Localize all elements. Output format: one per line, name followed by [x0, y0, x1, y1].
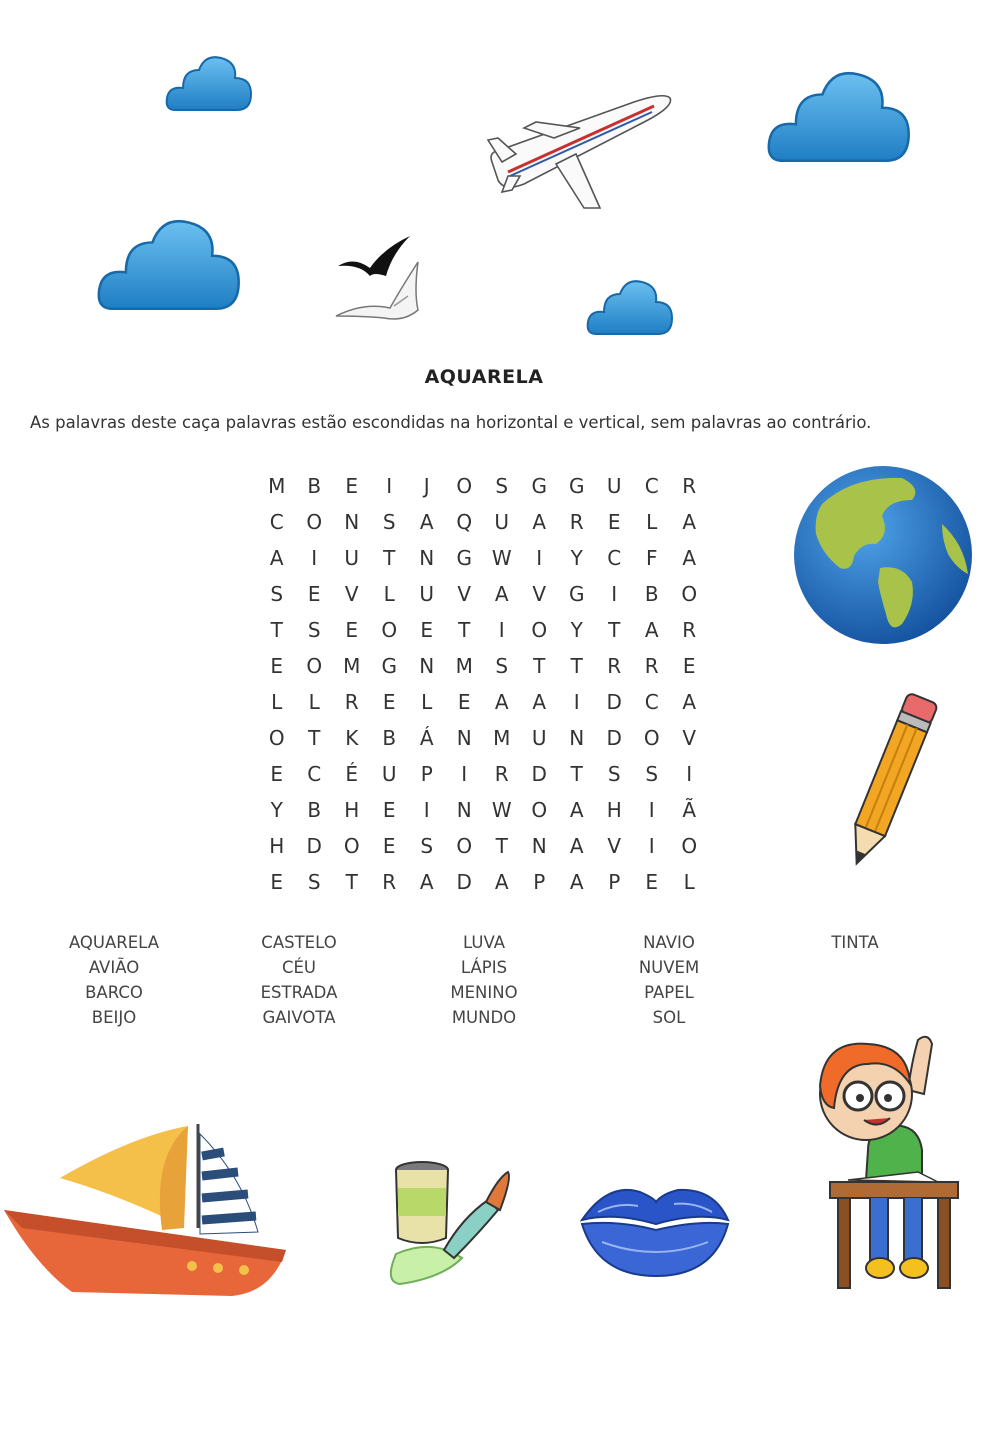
word-list-item: MUNDO — [451, 1008, 517, 1027]
grid-cell: E — [607, 510, 621, 534]
grid-cell: D — [456, 870, 472, 894]
grid-row — [258, 796, 708, 832]
grid-cell: N — [456, 726, 472, 750]
grid-cell: L — [271, 690, 283, 714]
grid-cell: S — [495, 474, 509, 498]
word-list-column — [409, 930, 559, 1030]
grid-cell: I — [573, 690, 580, 714]
grid-cell: U — [344, 546, 360, 570]
grid-cell: A — [682, 510, 697, 534]
grid-cell: M — [268, 474, 286, 498]
grid-row — [258, 760, 708, 796]
word-list-item: NAVIO — [643, 933, 695, 952]
grid-cell: I — [423, 798, 430, 822]
grid-cell: T — [383, 546, 396, 570]
grid-cell: E — [382, 690, 396, 714]
grid-cell: E — [270, 762, 284, 786]
grid-cell: T — [570, 654, 583, 678]
grid-cell: I — [536, 546, 543, 570]
grid-cell: A — [569, 870, 584, 894]
grid-cell: S — [607, 762, 621, 786]
grid-cell: G — [381, 654, 397, 678]
grid-cell: S — [382, 510, 396, 534]
grid-cell: A — [532, 510, 547, 534]
grid-cell: A — [494, 582, 509, 606]
grid-cell: T — [608, 618, 621, 642]
grid-row — [258, 472, 708, 508]
grid-cell: E — [382, 798, 396, 822]
grid-cell: E — [270, 870, 284, 894]
grid-cell: R — [682, 474, 697, 498]
grid-cell: E — [682, 654, 696, 678]
grid-cell: E — [345, 618, 359, 642]
grid-cell: G — [569, 474, 585, 498]
grid-row — [258, 544, 708, 580]
grid-cell: T — [308, 726, 321, 750]
grid-cell: S — [270, 582, 284, 606]
grid-cell: T — [495, 834, 508, 858]
grid-cell: G — [456, 546, 472, 570]
instructions-text: As palavras deste caça palavras estão escondidas na horizontal e vertical, sem palavras ao contrário. — [30, 413, 872, 432]
grid-cell: W — [491, 798, 512, 822]
grid-cell: R — [644, 654, 659, 678]
grid-cell: T — [570, 762, 583, 786]
grid-cell: Q — [456, 510, 473, 534]
grid-cell: A — [532, 690, 547, 714]
grid-cell: A — [269, 546, 284, 570]
cloud-icon — [766, 64, 912, 168]
grid-cell: G — [569, 582, 585, 606]
word-list-column — [39, 930, 189, 1030]
grid-cell: V — [607, 834, 622, 858]
word-list-item: TINTA — [831, 933, 879, 952]
grid-cell: O — [381, 618, 398, 642]
grid-cell: I — [648, 834, 655, 858]
grid-cell: D — [606, 690, 622, 714]
grid-cell: A — [569, 798, 584, 822]
word-list-item: NUVEM — [638, 958, 700, 977]
grid-cell: S — [420, 834, 434, 858]
grid-row — [258, 652, 708, 688]
grid-cell: A — [419, 870, 434, 894]
grid-cell: A — [644, 618, 659, 642]
grid-cell: E — [645, 870, 659, 894]
cloud-icon — [96, 212, 242, 316]
word-list-item: AQUARELA — [68, 933, 160, 952]
grid-cell: S — [307, 618, 321, 642]
word-list-item: PAPEL — [644, 983, 694, 1002]
grid-cell: O — [643, 726, 660, 750]
grid-cell: B — [382, 726, 397, 750]
grid-cell: F — [645, 546, 658, 570]
grid-cell: M — [493, 726, 511, 750]
word-list-item: CÉU — [281, 958, 317, 977]
grid-cell: Ã — [682, 798, 697, 822]
grid-cell: G — [531, 474, 547, 498]
grid-cell: I — [648, 798, 655, 822]
grid-cell: O — [681, 834, 698, 858]
grid-cell: H — [344, 798, 360, 822]
grid-cell: Y — [270, 798, 283, 822]
grid-cell: B — [307, 798, 322, 822]
grid-cell: D — [531, 762, 547, 786]
grid-cell: U — [494, 510, 510, 534]
grid-cell: E — [270, 654, 284, 678]
grid-cell: O — [531, 798, 548, 822]
grid-cell: T — [533, 654, 546, 678]
word-list-item: GAIVOTA — [262, 1008, 336, 1027]
grid-cell: I — [686, 762, 693, 786]
grid-cell: N — [419, 546, 435, 570]
grid-cell: V — [457, 582, 472, 606]
grid-cell: M — [343, 654, 361, 678]
grid-cell: A — [494, 870, 509, 894]
grid-cell: S — [645, 762, 659, 786]
grid-row — [258, 508, 708, 544]
grid-cell: V — [532, 582, 547, 606]
cloud-icon — [165, 52, 253, 114]
grid-cell: U — [419, 582, 435, 606]
grid-cell: É — [345, 762, 359, 786]
cloud-icon — [586, 276, 674, 338]
grid-cell: U — [606, 474, 622, 498]
grid-cell: P — [420, 762, 433, 786]
grid-cell: R — [607, 654, 622, 678]
grid-cell: D — [606, 726, 622, 750]
grid-cell: D — [306, 834, 322, 858]
grid-row — [258, 580, 708, 616]
grid-cell: E — [457, 690, 471, 714]
grid-cell: R — [569, 510, 584, 534]
grid-row — [258, 724, 708, 760]
word-list-item: BEIJO — [91, 1008, 137, 1027]
earth-globe-icon — [792, 464, 974, 646]
grid-cell: Y — [570, 618, 583, 642]
grid-cell: N — [531, 834, 547, 858]
grid-cell: Á — [419, 726, 434, 750]
grid-row — [258, 832, 708, 868]
word-list-column — [594, 930, 744, 1030]
word-list-item: ESTRADA — [260, 983, 338, 1002]
grid-cell: T — [458, 618, 471, 642]
word-list-column — [780, 930, 930, 955]
word-list-column — [224, 930, 374, 1030]
grid-cell: I — [611, 582, 618, 606]
grid-cell: L — [308, 690, 320, 714]
grid-cell: I — [311, 546, 318, 570]
word-list-item: MENINO — [450, 983, 518, 1002]
boy-at-desk-icon — [808, 1030, 964, 1294]
grid-cell: B — [307, 474, 322, 498]
grid-cell: R — [682, 618, 697, 642]
grid-cell: C — [269, 510, 284, 534]
grid-cell: J — [423, 474, 430, 498]
grid-cell: N — [456, 798, 472, 822]
grid-cell: R — [344, 690, 359, 714]
grid-cell: C — [644, 690, 659, 714]
grid-cell: S — [307, 870, 321, 894]
word-list-item: LUVA — [463, 933, 505, 952]
sailboat-icon — [2, 1116, 288, 1302]
grid-cell: P — [533, 870, 546, 894]
grid-cell: H — [606, 798, 622, 822]
grid-cell: W — [491, 546, 512, 570]
grid-cell: O — [531, 618, 548, 642]
grid-cell: Y — [570, 546, 583, 570]
airplane-icon — [484, 92, 676, 214]
word-list-item: BARCO — [85, 983, 143, 1002]
grid-cell: I — [498, 618, 505, 642]
grid-row — [258, 688, 708, 724]
word-list-item: LÁPIS — [460, 958, 508, 977]
grid-cell: E — [345, 474, 359, 498]
seagulls-icon — [334, 232, 426, 328]
grid-cell: N — [344, 510, 360, 534]
grid-cell: O — [268, 726, 285, 750]
grid-cell: H — [269, 834, 285, 858]
grid-cell: V — [344, 582, 359, 606]
grid-cell: M — [455, 654, 473, 678]
grid-cell: P — [608, 870, 621, 894]
grid-cell: A — [682, 546, 697, 570]
grid-cell: L — [383, 582, 395, 606]
grid-cell: K — [345, 726, 359, 750]
grid-cell: A — [419, 510, 434, 534]
grid-cell: S — [495, 654, 509, 678]
grid-cell: O — [456, 474, 473, 498]
grid-row — [258, 616, 708, 652]
word-list-item: CASTELO — [261, 933, 337, 952]
grid-cell: O — [306, 654, 323, 678]
grid-cell: E — [420, 618, 434, 642]
word-search-grid — [258, 472, 708, 904]
grid-cell: E — [382, 834, 396, 858]
grid-cell: E — [307, 582, 321, 606]
word-list-item: SOL — [652, 1008, 686, 1027]
grid-cell: V — [682, 726, 697, 750]
page-title: AQUARELA — [424, 366, 544, 388]
grid-cell: N — [419, 654, 435, 678]
word-list-item: AVIÃO — [88, 958, 140, 977]
grid-cell: R — [494, 762, 509, 786]
grid-cell: A — [682, 690, 697, 714]
grid-cell: C — [644, 474, 659, 498]
grid-cell: O — [681, 582, 698, 606]
grid-cell: O — [306, 510, 323, 534]
grid-cell: C — [307, 762, 322, 786]
grid-cell: R — [382, 870, 397, 894]
grid-cell: A — [569, 834, 584, 858]
grid-cell: L — [683, 870, 695, 894]
grid-cell: T — [270, 618, 283, 642]
word-list — [0, 930, 1000, 1040]
lips-icon — [578, 1172, 732, 1282]
grid-row — [258, 868, 708, 904]
grid-cell: A — [494, 690, 509, 714]
grid-cell: L — [421, 690, 433, 714]
grid-cell: I — [386, 474, 393, 498]
grid-cell: U — [381, 762, 397, 786]
grid-cell: O — [456, 834, 473, 858]
grid-cell: T — [345, 870, 358, 894]
grid-cell: B — [644, 582, 659, 606]
grid-cell: C — [607, 546, 622, 570]
paint-can-brush-icon — [382, 1158, 516, 1292]
grid-cell: N — [569, 726, 585, 750]
grid-cell: U — [531, 726, 547, 750]
grid-cell: I — [461, 762, 468, 786]
pencil-icon — [838, 686, 942, 876]
grid-cell: O — [343, 834, 360, 858]
grid-cell: L — [646, 510, 658, 534]
